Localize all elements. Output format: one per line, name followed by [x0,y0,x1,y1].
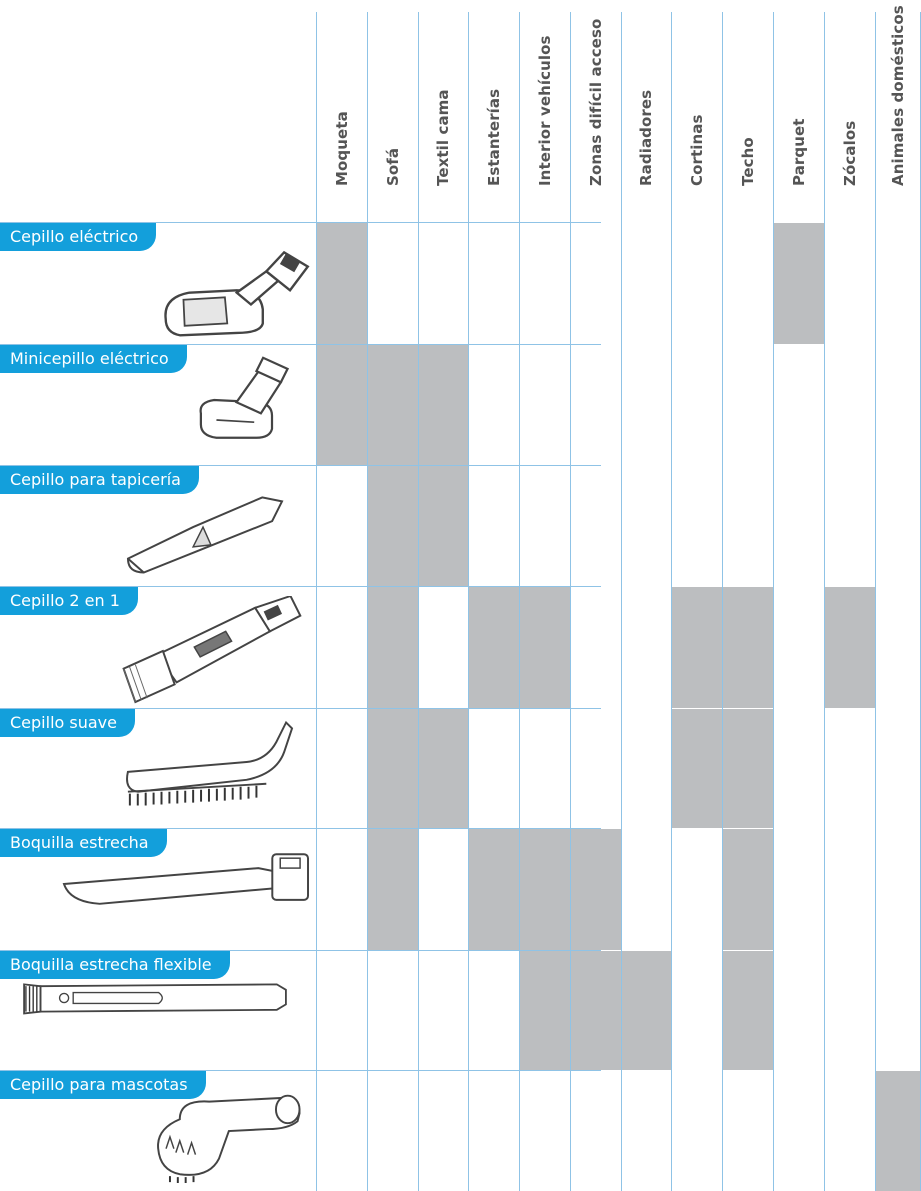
column-header-label: Interior vehículos [535,35,554,186]
filled-cell [622,951,671,1070]
electric-brush-icon [152,250,312,340]
column-header [875,5,921,210]
filled-cell [723,951,773,1070]
column-header [519,12,570,210]
crevice-nozzle-icon [60,850,310,910]
column-header-label: Zonas difícil acceso [586,18,605,186]
pet-brush-icon [140,1080,302,1186]
column-header [671,12,722,210]
filled-cell [774,223,824,344]
upholstery-brush-icon [124,487,284,575]
row-label: Cepillo para tapicería [0,466,199,494]
filled-cell [368,587,418,708]
filled-cell [368,345,418,465]
mini-electric-brush-icon [192,352,292,448]
column-header-label: Cortinas [687,114,706,186]
filled-cell [469,829,519,950]
filled-cell [419,466,468,586]
row-label: Boquilla estrecha flexible [0,951,230,979]
filled-cell [876,1071,921,1191]
row-label: Boquilla estrecha [0,829,167,857]
row-label: Cepillo suave [0,709,135,737]
row-label: Minicepillo eléctrico [0,345,187,373]
filled-cell [723,829,773,950]
column-header-label: Parquet [789,118,808,186]
column-header-label: Sofá [383,147,402,186]
row-label: Cepillo 2 en 1 [0,587,138,615]
filled-cell [368,709,418,828]
column-header-label: Techo [738,137,757,186]
column-header-label: Estanterías [484,88,503,186]
filled-cell [825,587,875,708]
column-header-label: Radiadores [637,89,655,186]
filled-cell [317,345,367,465]
filled-cell [571,951,621,1070]
filled-cell [672,709,722,828]
column-header-label: Moqueta [332,111,351,186]
column-header [468,12,519,210]
column-header-label: Animales domésticos [889,5,907,186]
flexible-crevice-nozzle-icon [10,968,300,1028]
filled-cell [469,587,519,708]
column-header [824,12,875,210]
column-header [316,12,367,210]
column-header-label: Textil cama [434,89,452,186]
filled-cell [368,829,418,950]
filled-cell [520,951,570,1070]
filled-cell [571,829,621,950]
column-header [722,12,773,210]
column-header [621,12,671,210]
filled-cell [419,345,468,465]
two-in-one-brush-icon [112,596,308,704]
soft-brush-icon [118,720,294,810]
filled-cell [520,829,570,950]
column-header [773,12,824,210]
filled-cell [317,223,367,344]
row-label: Cepillo para mascotas [0,1071,206,1099]
row-label: Cepillo eléctrico [0,223,156,251]
column-header [367,12,418,210]
filled-cell [368,466,418,586]
column-header [418,12,468,210]
filled-cell [419,709,468,828]
column-header-label: Zócalos [840,120,859,186]
column-header [570,12,621,210]
filled-cell [520,587,570,708]
filled-cell [723,709,773,828]
filled-cell [723,587,773,708]
filled-cell [672,587,722,708]
